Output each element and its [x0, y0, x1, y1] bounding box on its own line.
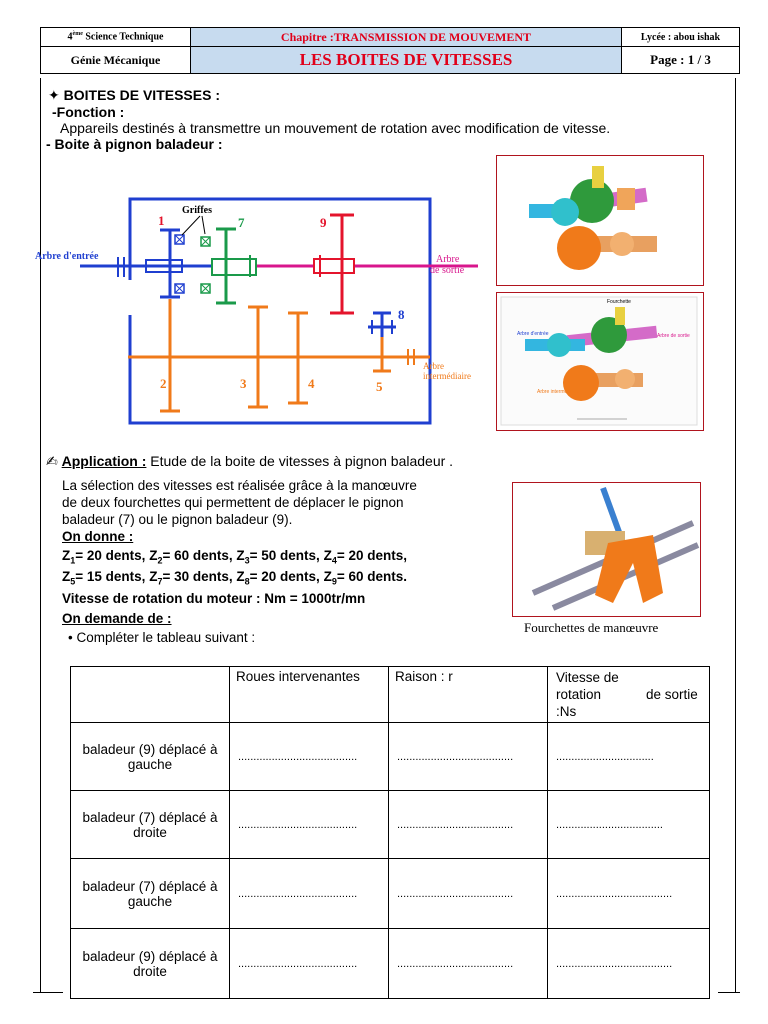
diagram-label-7: 7: [238, 215, 245, 230]
forks-image: [512, 482, 701, 617]
answer-cell-speed[interactable]: ................................: [548, 723, 710, 791]
output-shaft-label-2: de sortie: [430, 265, 465, 276]
function-label: -Fonction :: [52, 104, 125, 120]
photo-output-label: Arbre de sortie: [657, 333, 690, 339]
z-values-line-1: $Z_1= 20$ dents, $Z_2= 60$ dents, $Z_3= 50$ dents, $Z_4= 20$ dents,: [62, 548, 407, 566]
fourchette-label: Fourchette: [607, 299, 631, 305]
table-row: [71, 859, 710, 929]
header-school: Lycée : abou ishak: [622, 28, 740, 47]
claw-7-bot-x: [201, 284, 210, 293]
pencil-icon: ✍: [46, 453, 58, 469]
application-line: ✍ Application : Etude de la boite de vitesses à pignon baladeur .: [46, 453, 454, 469]
table-header-empty: [71, 667, 230, 723]
answer-cell-ratio[interactable]: ......................................: [389, 929, 548, 999]
photo-inter-label: Arbre intermédiaire: [537, 389, 580, 395]
griffes-label: Griffes: [182, 205, 212, 216]
frame-bottom-left: [33, 992, 63, 993]
table-header-ratio: Raison : r: [389, 667, 548, 723]
table-header-speed: Vitesse de rotation de sortie :Ns: [548, 667, 710, 723]
griffes-arrow-2: [202, 216, 205, 234]
gearbox-diagram: [30, 185, 490, 435]
gearbox-3d-labelled-image: [496, 292, 704, 431]
task-line: • Compléter le tableau suivant :: [68, 630, 256, 645]
header-table: [40, 27, 740, 74]
cross-icon: ✦: [48, 87, 60, 103]
diagram-label-2: 2: [160, 376, 167, 391]
diagram-label-3: 3: [240, 376, 247, 391]
table-header-wheels: Roues intervenantes: [230, 667, 389, 723]
table-row: [71, 929, 710, 999]
bullet-icon: •: [68, 630, 73, 645]
answer-cell-wheels[interactable]: .......................................: [230, 929, 389, 999]
given-label: On donne :: [62, 529, 134, 544]
table-row: [71, 791, 710, 859]
frame-right: [735, 78, 736, 992]
page-title: LES BOITES DE VITESSES: [191, 47, 622, 74]
header-level: 4ème Science Technique: [41, 28, 191, 47]
input-shaft-label: Arbre d'entrée: [35, 251, 99, 262]
answer-cell-speed[interactable]: ...................................: [548, 791, 710, 859]
answer-cell-ratio[interactable]: ......................................: [389, 791, 548, 859]
answer-cell-wheels[interactable]: .......................................: [230, 723, 389, 791]
griffes-arrow-1: [182, 216, 200, 235]
application-para-3: baladeur (7) ou le pignon baladeur (9).: [62, 512, 293, 527]
asked-label: On demande de :: [62, 611, 172, 626]
section-heading: ✦ BOITES DE VITESSES :: [48, 87, 220, 103]
gearbox-3d-image: [496, 155, 704, 286]
claw-7-top-x: [201, 237, 210, 246]
claw-1-top-x: [175, 235, 184, 244]
answer-table: [70, 666, 710, 999]
row-label: baladeur (7) déplacé à gauche: [71, 859, 230, 929]
application-para-2: de deux fourchettes qui permettent de déplacer le pignon: [62, 495, 404, 510]
diagram-label-1: 1: [158, 213, 165, 228]
housing-outline: [130, 199, 430, 423]
header-page: Page : 1 / 3: [622, 47, 740, 74]
diagram-label-5: 5: [376, 379, 383, 394]
table-row: [71, 723, 710, 791]
answer-cell-wheels[interactable]: .......................................: [230, 859, 389, 929]
diagram-label-4: 4: [308, 376, 315, 391]
answer-cell-ratio[interactable]: ......................................: [389, 723, 548, 791]
row-label: baladeur (9) déplacé à droite: [71, 929, 230, 999]
diagram-label-8: 8: [398, 307, 405, 322]
diagram-label-9: 9: [320, 215, 327, 230]
application-para-1: La sélection des vitesses est réalisée grâce à la manœuvre: [62, 478, 417, 493]
function-text: Appareils destinés à transmettre un mouvement de rotation avec modification de vitesse.: [60, 120, 611, 136]
motor-speed: Vitesse de rotation du moteur : Nm = 1000tr/mn: [62, 591, 366, 606]
z-values-line-2: $Z_5= 15$ dents, $Z_7= 30$ dents, $Z_8= 20$ dents, $Z_9= 60$ dents.: [62, 569, 407, 587]
answer-cell-speed[interactable]: ......................................: [548, 929, 710, 999]
forks-caption: Fourchettes de manœuvre: [524, 620, 659, 635]
inter-label-2: intermédiaire: [423, 371, 471, 381]
answer-cell-wheels[interactable]: .......................................: [230, 791, 389, 859]
photo-input-label: Arbre d'entrée: [517, 331, 549, 337]
frame-bottom-right: [718, 992, 740, 993]
inter-label-1: Arbre: [423, 361, 444, 371]
header-subject: Génie Mécanique: [41, 47, 191, 74]
row-label: baladeur (9) déplacé à gauche: [71, 723, 230, 791]
sliding-gear-label: - Boite à pignon baladeur :: [46, 136, 223, 152]
answer-cell-ratio[interactable]: ......................................: [389, 859, 548, 929]
row-label: baladeur (7) déplacé à droite: [71, 791, 230, 859]
answer-cell-speed[interactable]: ......................................: [548, 859, 710, 929]
claw-1-bot-x: [175, 284, 184, 293]
output-shaft-label-1: Arbre: [436, 254, 460, 265]
header-chapter: Chapitre :TRANSMISSION DE MOUVEMENT: [191, 28, 622, 47]
